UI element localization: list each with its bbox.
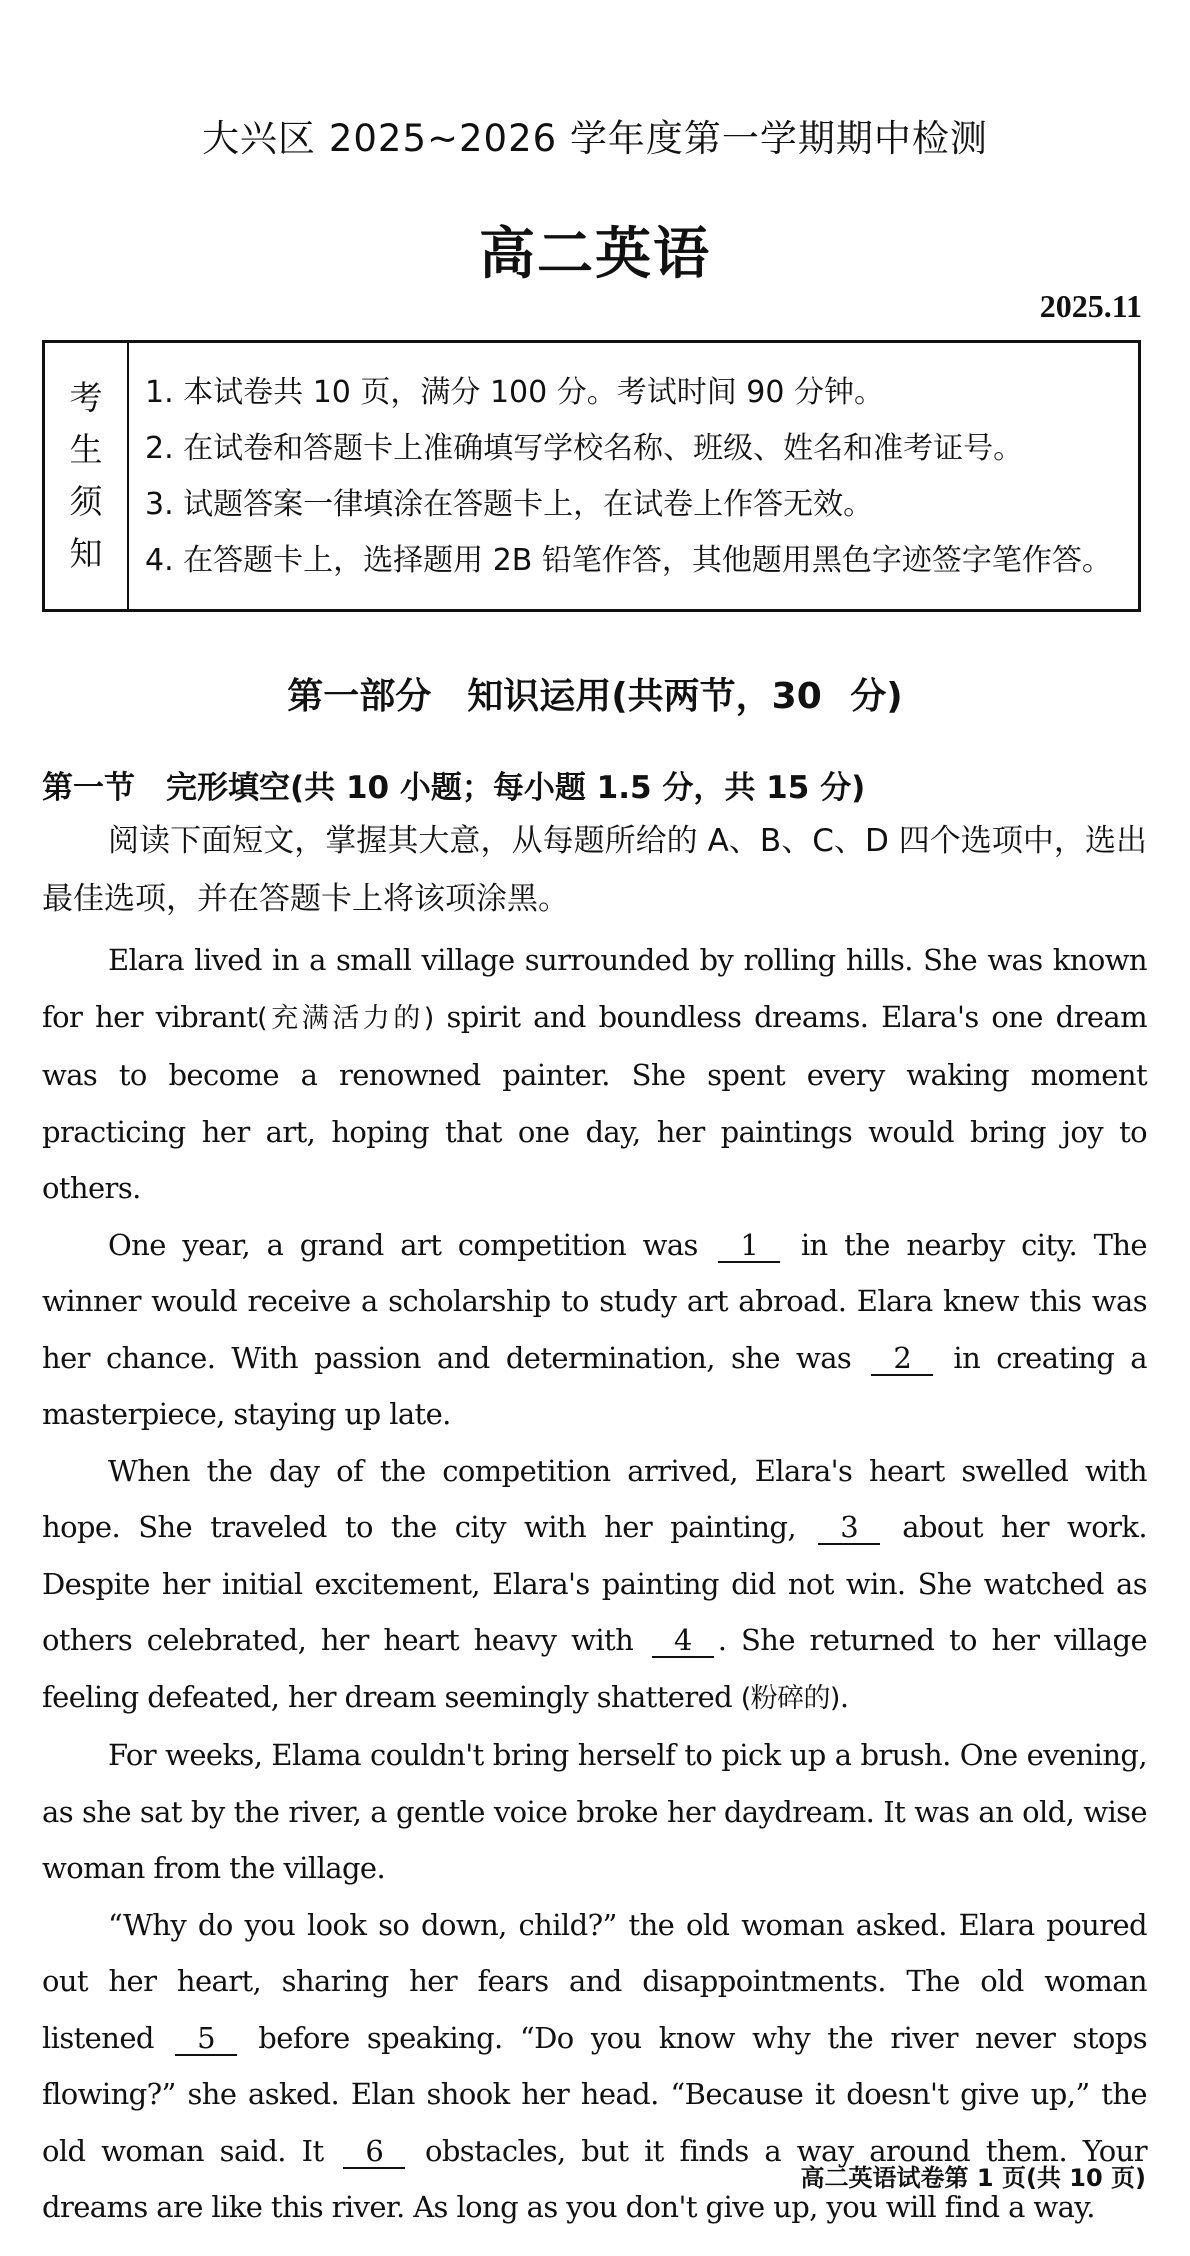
blank-3: 3: [818, 1511, 880, 1545]
chinese-gloss: (充满活力的): [257, 1002, 434, 1034]
passage-paragraph: [42, 1443, 1147, 1728]
passage-text: “Why do you look so down, child?” the old woman asked. Elara poured out her heart, sharing her fears and disappointments. The old woman listened: [42, 1907, 1147, 2055]
blank-5: 5: [175, 2022, 237, 2056]
passage-text: spirit and boundless dreams. Elara's one dream was to become a renowned painter. She spent every waking moment practicing her art, hoping that one day, her paintings would bring joy to others.: [42, 999, 1147, 1205]
passage-text: obstacles, but it finds a way around them. Your dreams are like this river. As long as you don't give up, you will find a way.: [42, 2133, 1147, 2224]
blank-6: 6: [343, 2135, 405, 2169]
section-instructions: 阅读下面短文，掌握其大意，从每题所给的 A、B、C、D 四个选项中，选出最佳选项，并在答题卡上将该项涂黑。: [42, 823, 1147, 917]
chinese-gloss: (粉碎的): [740, 1682, 840, 1714]
notice-label-char: 知: [69, 534, 103, 573]
passage-text: in the nearby city. The winner would receive a scholarship to study art abroad. Elara knew this was her chance. With passion and determination, she was: [42, 1227, 1147, 1375]
passage-text: One year, a grand art competition was: [108, 1227, 698, 1262]
notice-item: 2. 在试卷和答题卡上准确填写学校名称、班级、姓名和准考证号。: [145, 431, 1024, 466]
blank-4: 4: [652, 1624, 714, 1658]
page-footer: 高二英语试卷第 1 页(共 10 页): [800, 2164, 1146, 2192]
blank-2: 2: [871, 1342, 933, 1376]
notice-label-char: 生: [69, 430, 103, 469]
passage-text: .: [839, 1679, 849, 1714]
cloze-passage: [42, 932, 1147, 2236]
passage-paragraph: [42, 932, 1147, 1217]
passage-paragraph: [42, 1727, 1147, 1897]
subject-title: 高二英语: [479, 222, 711, 287]
passage-text: For weeks, Elama couldn't bring herself to pick up a brush. One evening, as she sat by the river, a gentle voice broke her daydream. It was an old, wise woman from the village.: [42, 1738, 1147, 1885]
exam-date: 2025.11: [1039, 288, 1142, 324]
passage-text: . She returned to her village feeling defeated, her dream seemingly shattered: [42, 1623, 1148, 1714]
passage-text: When the day of the competition arrived, Elara's heart swelled with hope. She traveled to the city with her painting,: [42, 1453, 1147, 1544]
notice-list: [129, 343, 1138, 609]
notice-item: 3. 试题答案一律填涂在答题卡上，在试卷上作答无效。: [145, 487, 874, 522]
notice-label: [45, 343, 129, 609]
notice-label-char: 须: [69, 482, 103, 521]
notice-item: 1. 本试卷共 10 页，满分 100 分。考试时间 90 分钟。: [145, 375, 884, 410]
passage-text: before speaking. “Do you know why the river never stops flowing?” she asked. Elan shook her head. “Because it doesn't give up,” the old woman said. It: [42, 2020, 1147, 2168]
notice-label-char: 考: [69, 378, 103, 417]
passage-paragraph: [42, 1217, 1147, 1443]
passage-text: about her work. Despite her initial excitement, Elara's painting did not win. She watched as others celebrated, her heart heavy with: [42, 1510, 1147, 1657]
exam-title: 大兴区 2025~2026 学年度第一学期期中检测: [202, 117, 988, 160]
passage-text: in creating a masterpiece, staying up late.: [42, 1340, 1147, 1431]
section-title: 第一节 完形填空(共 10 小题；每小题 1.5 分，共 15 分): [42, 770, 866, 806]
blank-1: 1: [718, 1229, 780, 1263]
notice-item: 4. 在答题卡上，选择题用 2B 铅笔作答，其他题用黑色字迹签字笔作答。: [145, 543, 1112, 578]
passage-text: Elara lived in a small village surrounded by rolling hills. She was known for her vibrant: [42, 943, 1147, 1034]
candidate-notice-box: [42, 340, 1141, 612]
part-title: 第一部分 知识运用(共两节，30 分): [287, 676, 903, 717]
